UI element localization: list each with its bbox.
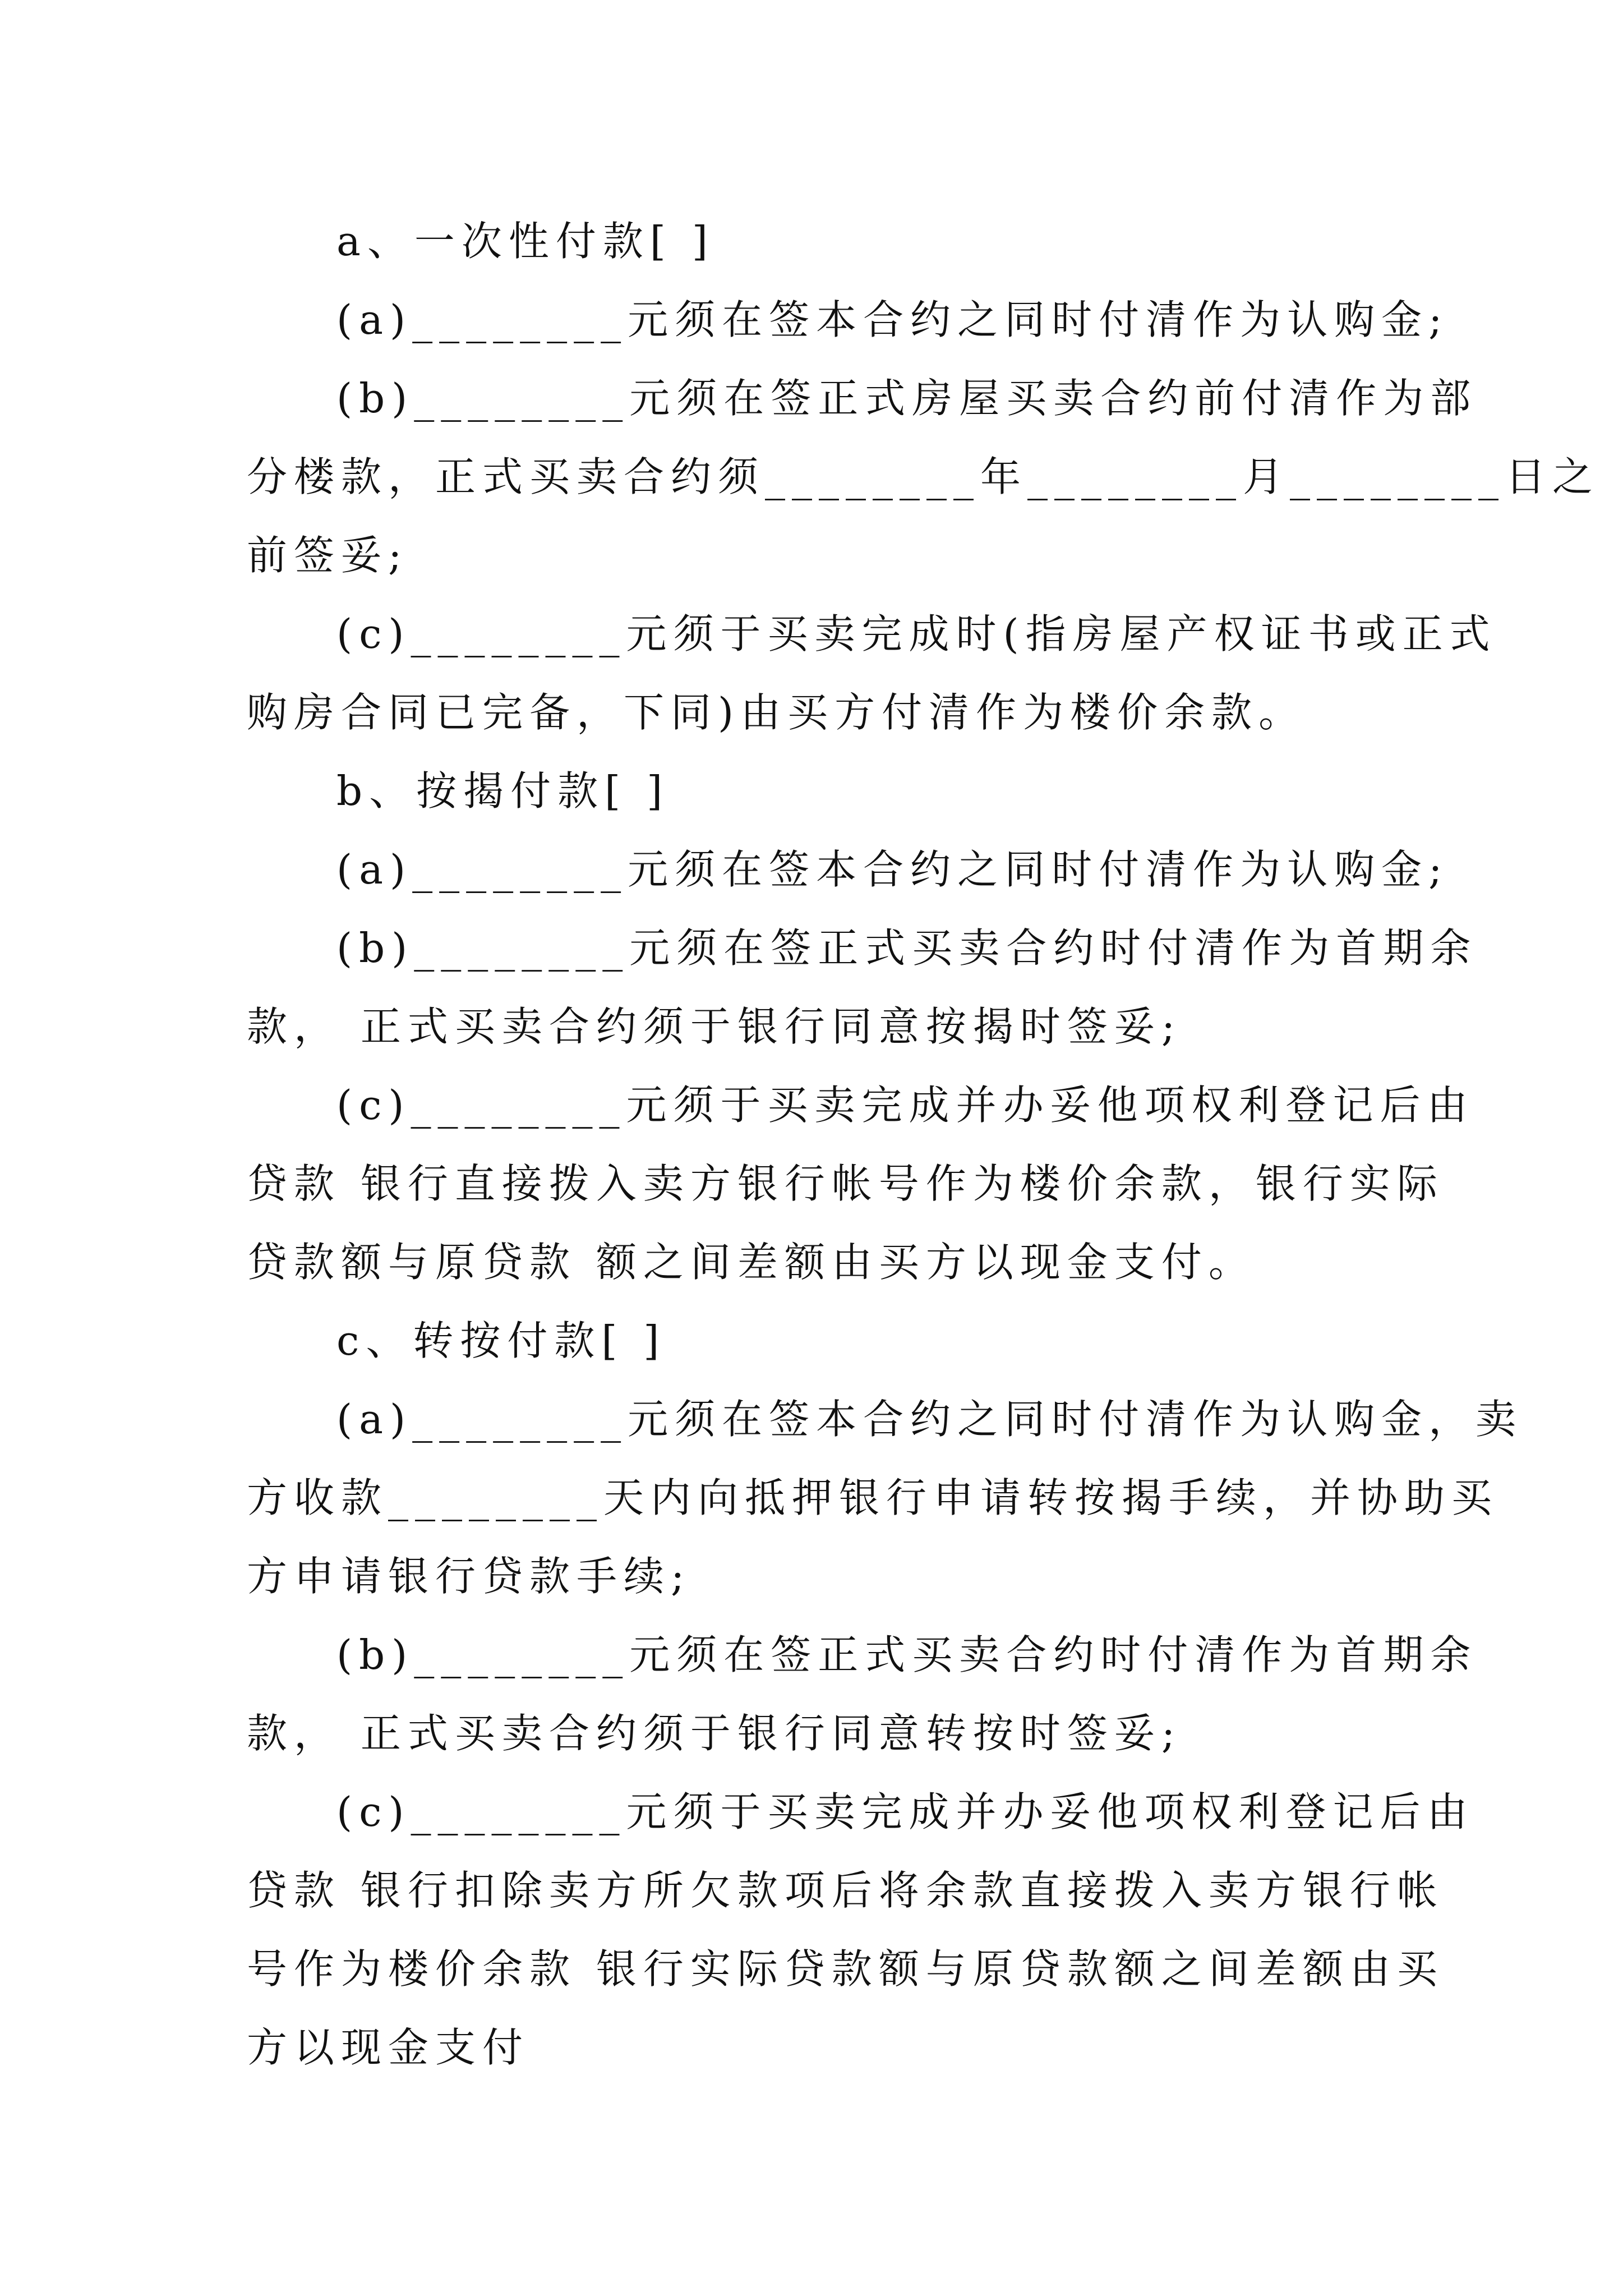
clause-a-b-line-2: 分楼款，正式买卖合约须________年________月________日之 [247, 453, 1600, 500]
clause-b-a: (a)________元须在签本合约之同时付清作为认购金; [336, 846, 1449, 893]
clause-c-a-line-2: 方收款________天内向抵押银行申请转按揭手续，并协助买 [247, 1474, 1499, 1521]
clause-a-a: (a)________元须在签本合约之同时付清作为认购金; [336, 296, 1449, 343]
clause-b-b-line-1: (b)________元须在签正式买卖合约时付清作为首期余 [336, 924, 1478, 972]
clause-c-c-line-1: (c)________元须于买卖完成并办妥他项权利登记后由 [336, 1788, 1474, 1835]
clause-b-b-line-2: 款， 正式买卖合约须于银行同意按揭时签妥; [247, 1003, 1182, 1050]
section-a-heading: a、一次性付款[ ] [336, 218, 714, 265]
clause-b-c-line-2: 贷款 银行直接拨入卖方银行帐号作为楼价余款，银行实际 [247, 1160, 1444, 1207]
section-c-heading: c、转按付款[ ] [336, 1317, 666, 1364]
clause-c-b-line-2: 款， 正式买卖合约须于银行同意转按时签妥; [247, 1710, 1182, 1757]
clause-c-c-line-4: 方以现金支付 [247, 2024, 530, 2071]
clause-a-c-line-1: (c)________元须于买卖完成时(指房屋产权证书或正式 [336, 610, 1497, 657]
clause-c-c-line-3: 号作为楼价余款 银行实际贷款额与原贷款额之间差额由买 [247, 1945, 1444, 1993]
clause-c-c-line-2: 贷款 银行扣除卖方所欠款项后将余款直接拨入卖方银行帐 [247, 1867, 1444, 1914]
clause-a-c-line-2: 购房合同已完备，下同)由买方付清作为楼价余款。 [247, 689, 1306, 736]
clause-c-a-line-3: 方申请银行贷款手续; [247, 1553, 691, 1600]
clause-b-c-line-1: (c)________元须于买卖完成并办妥他项权利登记后由 [336, 1082, 1474, 1129]
clause-a-b-line-1: (b)________元须在签正式房屋买卖合约前付清作为部 [336, 375, 1478, 422]
clause-a-b-line-3: 前签妥; [247, 532, 409, 579]
clause-b-c-line-3: 贷款额与原贷款 额之间差额由买方以现金支付。 [247, 1239, 1256, 1286]
section-b-heading: b、按揭付款[ ] [336, 767, 670, 815]
clause-c-a-line-1: (a)________元须在签本合约之同时付清作为认购金，卖 [336, 1396, 1523, 1443]
clause-c-b-line-1: (b)________元须在签正式买卖合约时付清作为首期余 [336, 1631, 1478, 1678]
